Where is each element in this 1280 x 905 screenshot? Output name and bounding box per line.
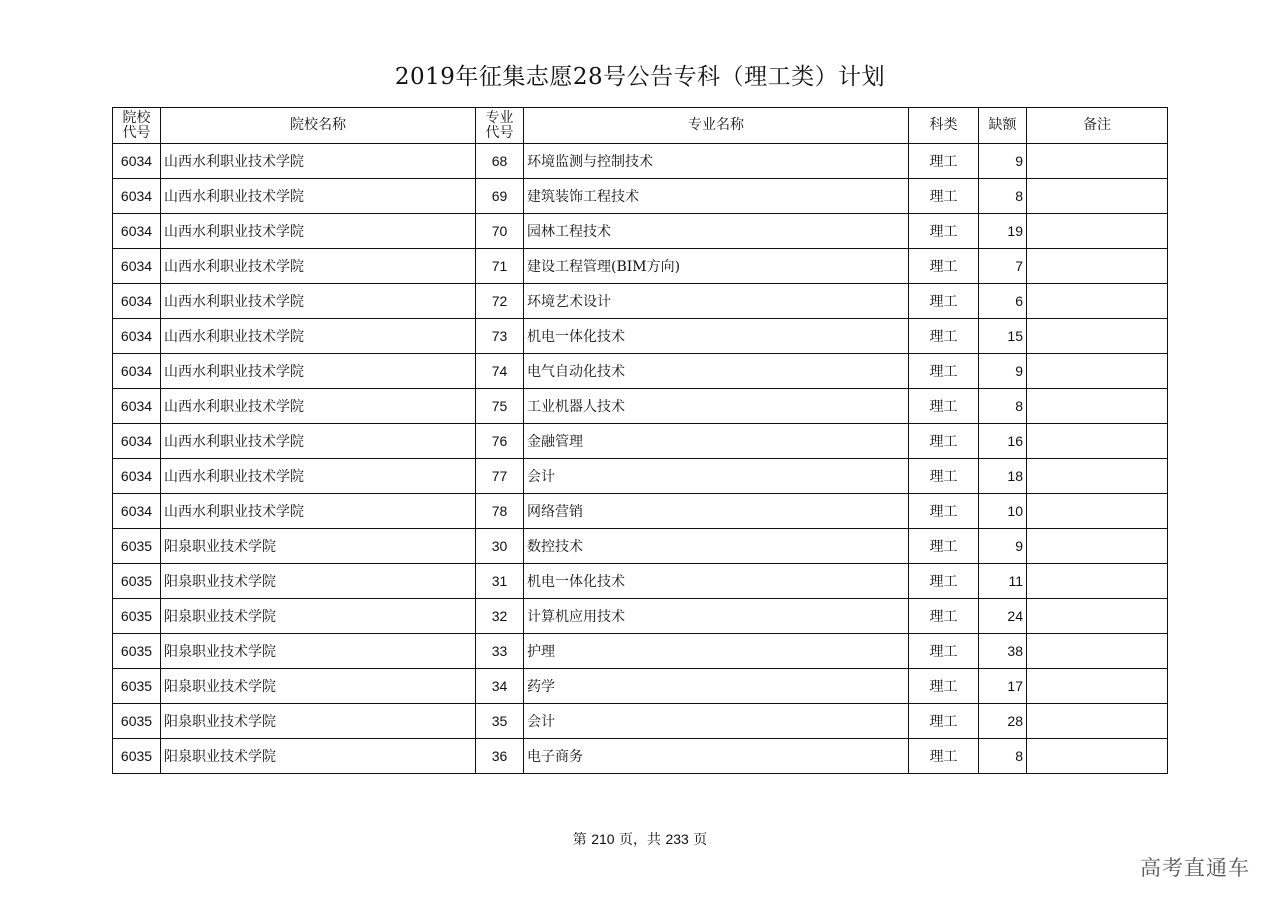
cell-school-name: 山西水利职业技术学院 — [161, 214, 476, 249]
cell-major-name: 机电一体化技术 — [524, 319, 909, 354]
cell-major-name: 网络营销 — [524, 494, 909, 529]
table-row — [113, 564, 1168, 599]
cell-school-name: 阳泉职业技术学院 — [161, 739, 476, 774]
cell-major-code: 68 — [476, 144, 524, 179]
cell-school-name: 阳泉职业技术学院 — [161, 599, 476, 634]
cell-major-name: 数控技术 — [524, 529, 909, 564]
cell-school-name: 阳泉职业技术学院 — [161, 564, 476, 599]
table-row — [113, 354, 1168, 389]
cell-major-name: 机电一体化技术 — [524, 564, 909, 599]
cell-note — [1027, 634, 1168, 669]
table-header-row — [113, 108, 1168, 144]
cell-major-code: 69 — [476, 179, 524, 214]
cell-quota: 16 — [979, 424, 1027, 459]
cell-major-code: 74 — [476, 354, 524, 389]
cell-category: 理工 — [909, 249, 979, 284]
cell-category: 理工 — [909, 669, 979, 704]
cell-major-name: 金融管理 — [524, 424, 909, 459]
cell-note — [1027, 319, 1168, 354]
cell-major-name: 环境监测与控制技术 — [524, 144, 909, 179]
cell-quota: 8 — [979, 389, 1027, 424]
cell-major-code: 36 — [476, 739, 524, 774]
watermark: 高考直通车 — [1140, 856, 1250, 880]
cell-major-code: 76 — [476, 424, 524, 459]
cell-school-name: 山西水利职业技术学院 — [161, 389, 476, 424]
cell-school-name: 山西水利职业技术学院 — [161, 144, 476, 179]
header-category: 科类 — [909, 108, 979, 144]
table-row — [113, 704, 1168, 739]
cell-note — [1027, 564, 1168, 599]
cell-school-name: 山西水利职业技术学院 — [161, 354, 476, 389]
cell-quota: 10 — [979, 494, 1027, 529]
cell-school-code: 6035 — [113, 669, 161, 704]
cell-category: 理工 — [909, 354, 979, 389]
cell-major-name: 护理 — [524, 634, 909, 669]
cell-major-code: 34 — [476, 669, 524, 704]
cell-major-code: 33 — [476, 634, 524, 669]
cell-category: 理工 — [909, 494, 979, 529]
cell-school-code: 6034 — [113, 284, 161, 319]
cell-school-code: 6034 — [113, 494, 161, 529]
cell-school-name: 山西水利职业技术学院 — [161, 284, 476, 319]
cell-quota: 9 — [979, 144, 1027, 179]
table-body — [113, 144, 1168, 774]
cell-school-code: 6034 — [113, 214, 161, 249]
footer-suffix: 页 — [693, 832, 708, 848]
cell-school-code: 6034 — [113, 319, 161, 354]
cell-note — [1027, 669, 1168, 704]
footer-page-number: 210 — [591, 831, 615, 847]
table-row — [113, 739, 1168, 774]
cell-category: 理工 — [909, 424, 979, 459]
table-row — [113, 319, 1168, 354]
cell-major-code: 32 — [476, 599, 524, 634]
cell-quota: 6 — [979, 284, 1027, 319]
page-title: 2019年征集志愿28号公告专科（理工类）计划 — [394, 64, 886, 90]
cell-major-code: 75 — [476, 389, 524, 424]
cell-category: 理工 — [909, 564, 979, 599]
cell-school-code: 6034 — [113, 179, 161, 214]
cell-school-code: 6035 — [113, 564, 161, 599]
footer-total-pages: 233 — [665, 831, 689, 847]
cell-school-code: 6034 — [113, 354, 161, 389]
table-row — [113, 634, 1168, 669]
cell-major-code: 31 — [476, 564, 524, 599]
cell-school-code: 6035 — [113, 704, 161, 739]
cell-school-code: 6035 — [113, 529, 161, 564]
header-quota: 缺额 — [979, 108, 1027, 144]
table-row — [113, 459, 1168, 494]
cell-category: 理工 — [909, 214, 979, 249]
table-row — [113, 669, 1168, 704]
table-row — [113, 179, 1168, 214]
cell-school-name: 山西水利职业技术学院 — [161, 424, 476, 459]
cell-category: 理工 — [909, 704, 979, 739]
table-row — [113, 599, 1168, 634]
cell-category: 理工 — [909, 144, 979, 179]
cell-major-name: 电子商务 — [524, 739, 909, 774]
cell-major-code: 70 — [476, 214, 524, 249]
cell-major-name: 工业机器人技术 — [524, 389, 909, 424]
cell-school-code: 6034 — [113, 424, 161, 459]
cell-major-name: 电气自动化技术 — [524, 354, 909, 389]
cell-school-name: 山西水利职业技术学院 — [161, 249, 476, 284]
plan-table — [112, 107, 1168, 774]
cell-major-code: 71 — [476, 249, 524, 284]
cell-category: 理工 — [909, 319, 979, 354]
cell-quota: 18 — [979, 459, 1027, 494]
page-footer — [0, 829, 1280, 849]
cell-school-code: 6034 — [113, 249, 161, 284]
cell-quota: 9 — [979, 354, 1027, 389]
cell-quota: 11 — [979, 564, 1027, 599]
cell-category: 理工 — [909, 739, 979, 774]
cell-school-name: 阳泉职业技术学院 — [161, 669, 476, 704]
table-row — [113, 494, 1168, 529]
cell-note — [1027, 389, 1168, 424]
cell-note — [1027, 144, 1168, 179]
cell-major-name: 计算机应用技术 — [524, 599, 909, 634]
cell-school-code: 6035 — [113, 634, 161, 669]
header-note: 备注 — [1027, 108, 1168, 144]
cell-quota: 15 — [979, 319, 1027, 354]
cell-school-name: 阳泉职业技术学院 — [161, 529, 476, 564]
cell-major-code: 77 — [476, 459, 524, 494]
header-school-name: 院校名称 — [161, 108, 476, 144]
cell-note — [1027, 424, 1168, 459]
footer-middle: 页，共 — [619, 832, 661, 848]
cell-category: 理工 — [909, 284, 979, 319]
cell-category: 理工 — [909, 599, 979, 634]
cell-major-code: 73 — [476, 319, 524, 354]
cell-major-name: 园林工程技术 — [524, 214, 909, 249]
cell-school-name: 阳泉职业技术学院 — [161, 704, 476, 739]
cell-note — [1027, 739, 1168, 774]
cell-category: 理工 — [909, 459, 979, 494]
cell-school-name: 阳泉职业技术学院 — [161, 634, 476, 669]
cell-major-name: 建筑装饰工程技术 — [524, 179, 909, 214]
cell-school-name: 山西水利职业技术学院 — [161, 179, 476, 214]
cell-quota: 38 — [979, 634, 1027, 669]
cell-note — [1027, 284, 1168, 319]
cell-note — [1027, 249, 1168, 284]
cell-major-name: 建设工程管理(BIM方向) — [524, 249, 909, 284]
table-row — [113, 424, 1168, 459]
footer-prefix: 第 — [572, 832, 587, 848]
header-major-code: 专业代号 — [476, 108, 524, 144]
cell-school-name: 山西水利职业技术学院 — [161, 319, 476, 354]
cell-quota: 28 — [979, 704, 1027, 739]
cell-school-name: 山西水利职业技术学院 — [161, 459, 476, 494]
table-row — [113, 249, 1168, 284]
cell-note — [1027, 179, 1168, 214]
cell-school-code: 6034 — [113, 144, 161, 179]
cell-school-code: 6034 — [113, 459, 161, 494]
table-row — [113, 284, 1168, 319]
cell-school-name: 山西水利职业技术学院 — [161, 494, 476, 529]
header-major-name: 专业名称 — [524, 108, 909, 144]
cell-note — [1027, 529, 1168, 564]
cell-school-code: 6035 — [113, 599, 161, 634]
cell-note — [1027, 459, 1168, 494]
header-school-code: 院校代号 — [113, 108, 161, 144]
cell-quota: 7 — [979, 249, 1027, 284]
cell-quota: 8 — [979, 739, 1027, 774]
cell-major-code: 72 — [476, 284, 524, 319]
cell-quota: 19 — [979, 214, 1027, 249]
cell-note — [1027, 214, 1168, 249]
cell-major-name: 会计 — [524, 704, 909, 739]
cell-category: 理工 — [909, 529, 979, 564]
table-row — [113, 529, 1168, 564]
table-row — [113, 144, 1168, 179]
cell-quota: 17 — [979, 669, 1027, 704]
cell-note — [1027, 599, 1168, 634]
cell-note — [1027, 494, 1168, 529]
cell-category: 理工 — [909, 179, 979, 214]
cell-major-name: 环境艺术设计 — [524, 284, 909, 319]
cell-school-code: 6035 — [113, 739, 161, 774]
cell-major-code: 35 — [476, 704, 524, 739]
cell-quota: 8 — [979, 179, 1027, 214]
cell-major-name: 会计 — [524, 459, 909, 494]
cell-major-name: 药学 — [524, 669, 909, 704]
cell-major-code: 30 — [476, 529, 524, 564]
cell-category: 理工 — [909, 389, 979, 424]
cell-school-code: 6034 — [113, 389, 161, 424]
cell-major-code: 78 — [476, 494, 524, 529]
cell-note — [1027, 704, 1168, 739]
cell-category: 理工 — [909, 634, 979, 669]
cell-quota: 24 — [979, 599, 1027, 634]
cell-quota: 9 — [979, 529, 1027, 564]
table-row — [113, 214, 1168, 249]
cell-note — [1027, 354, 1168, 389]
table-row — [113, 389, 1168, 424]
